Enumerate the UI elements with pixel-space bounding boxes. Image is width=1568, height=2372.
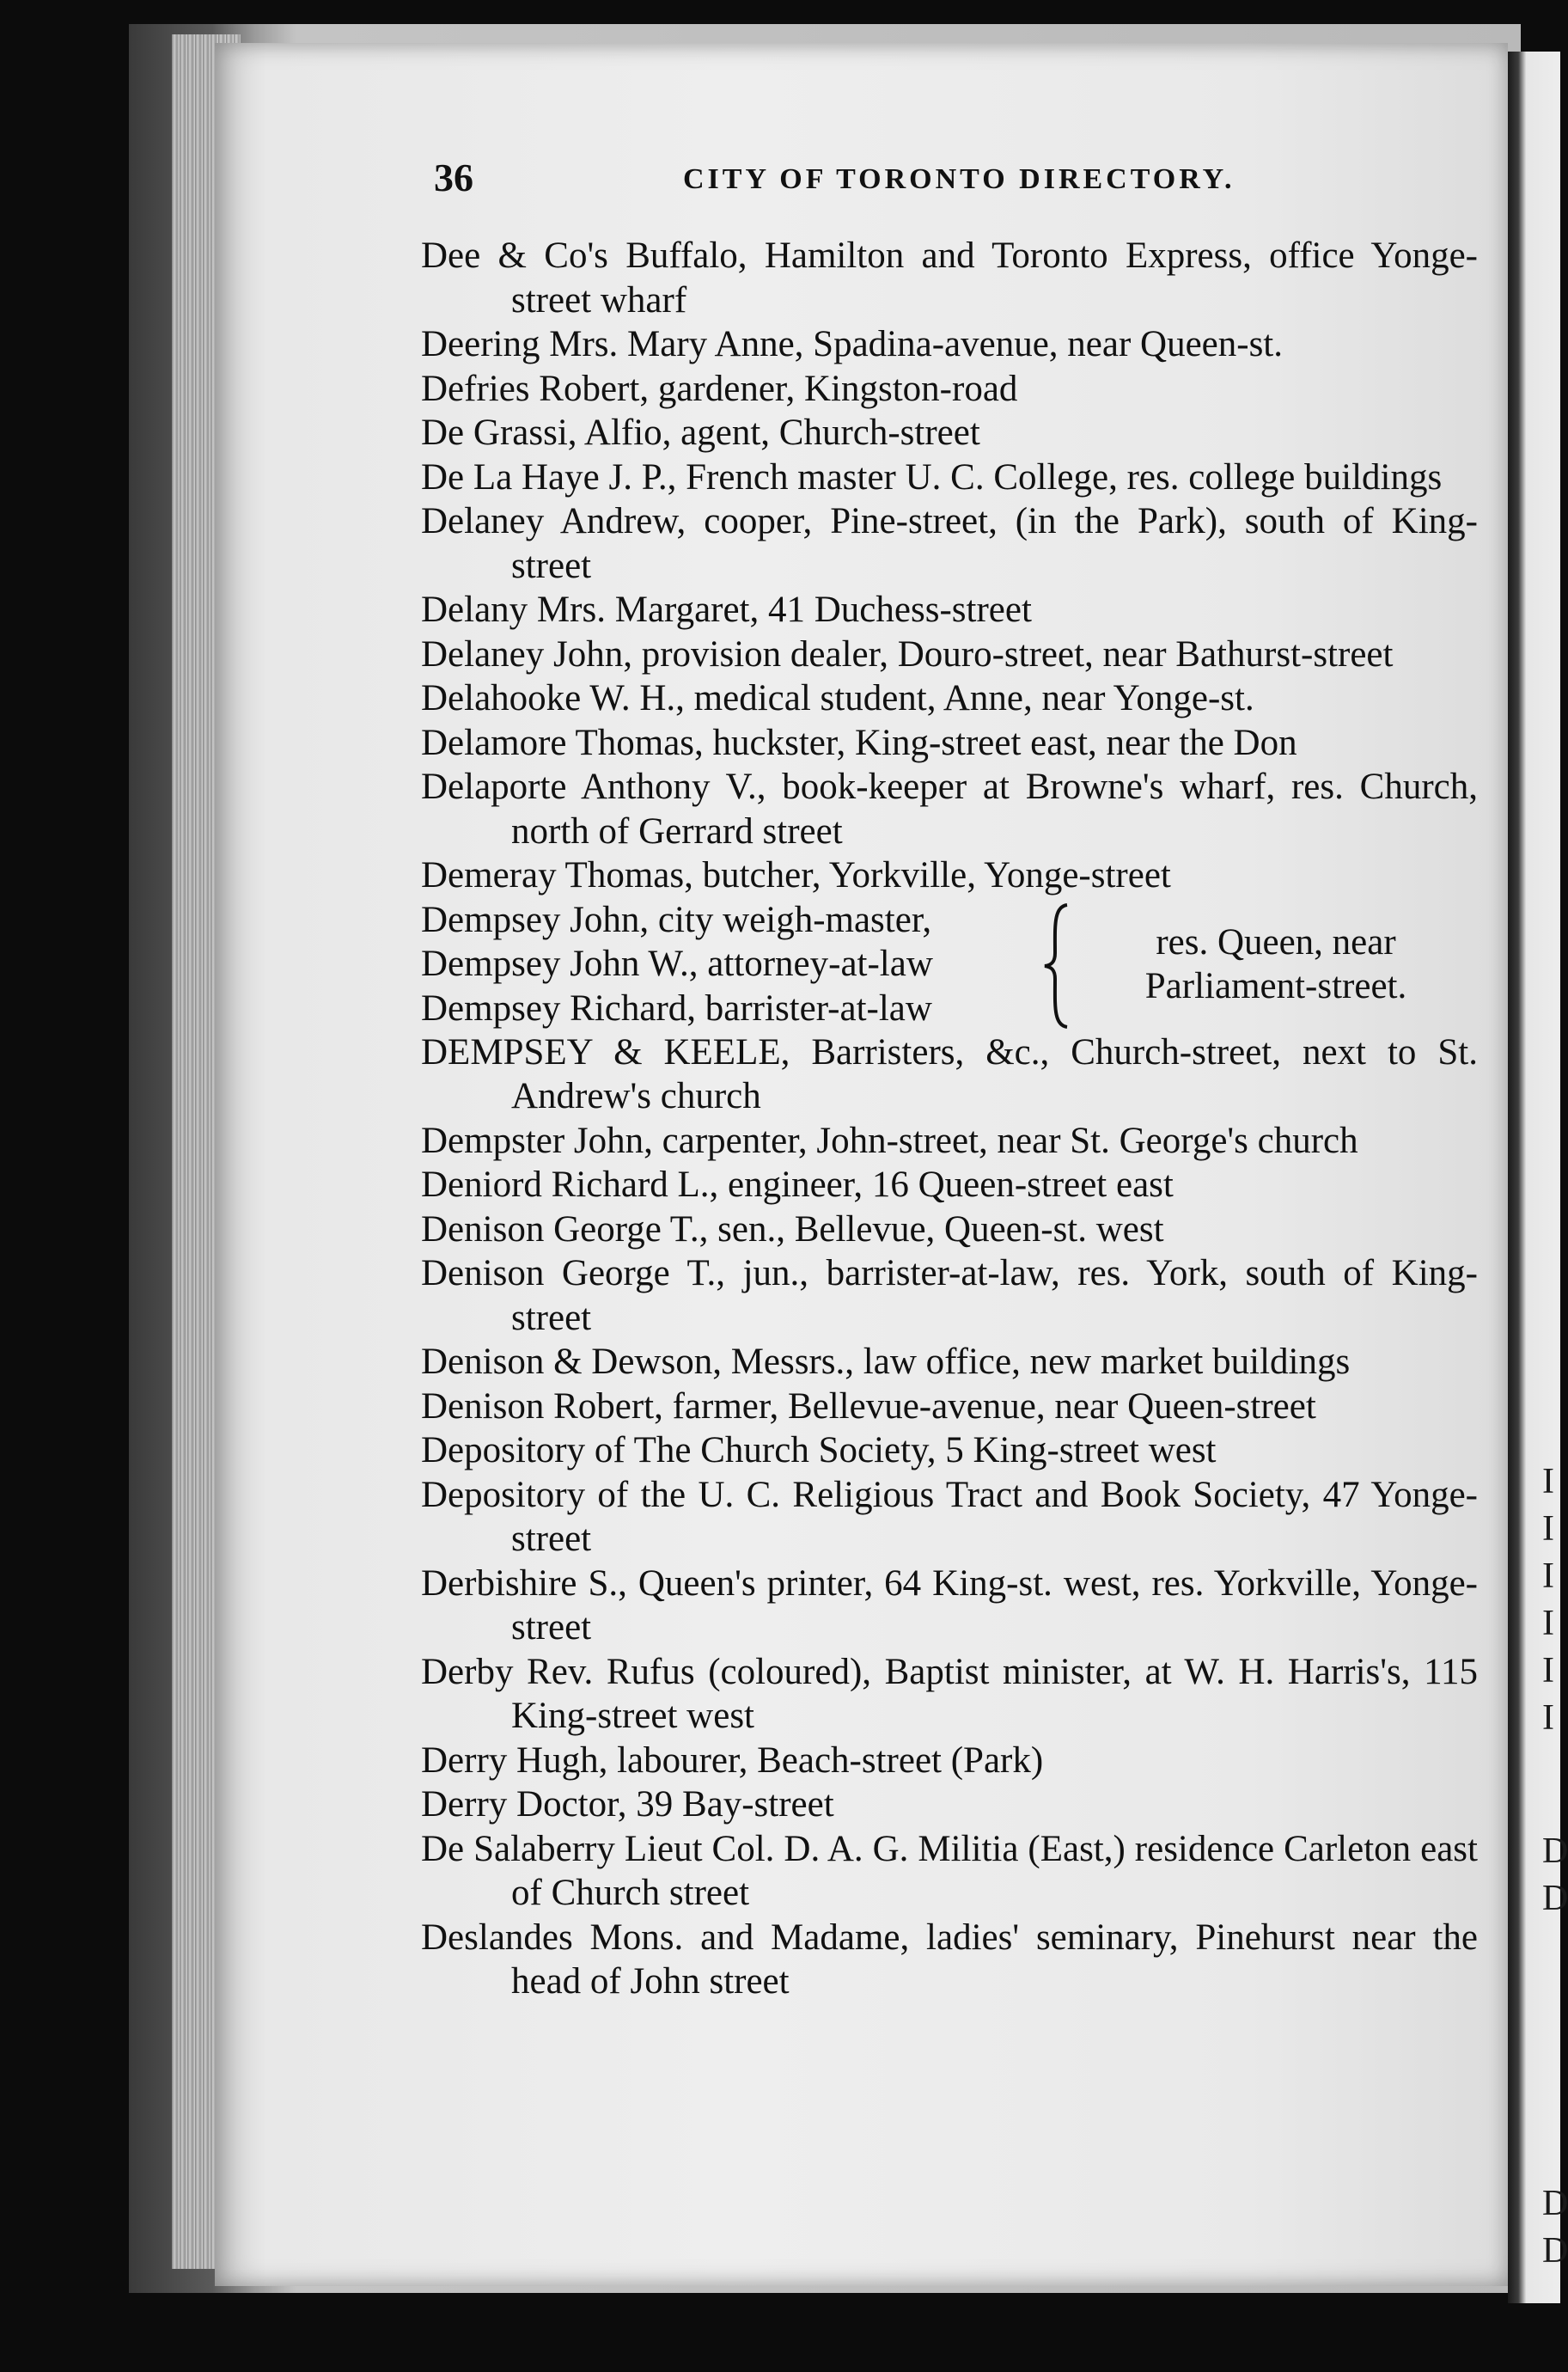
directory-entry: Dempsey Richard, barrister-at-law xyxy=(421,987,932,1029)
directory-entry: De Salaberry Lieut Col. D. A. G. Militia (East,) residence Carleton east of Church street xyxy=(421,1828,1478,1913)
directory-entry: Denison George T., sen., Bellevue, Queen-st. west xyxy=(421,1208,1164,1250)
directory-entry: Dempster John, carpenter, John-street, near St. George's church xyxy=(421,1120,1358,1161)
directory-entry: Derry Hugh, labourer, Beach-street (Park) xyxy=(421,1739,1044,1781)
shared-residence: res. Queen, near Parliament-street. xyxy=(1144,921,1407,1006)
directory-entry: Depository of the U. C. Religious Tract and Book Society, 47 Yonge-street xyxy=(421,1474,1478,1559)
facing-page-letter: D xyxy=(1542,2231,1568,2271)
grouping-brace xyxy=(1041,902,1076,1030)
facing-page-letter: I xyxy=(1542,1556,1554,1596)
directory-entry: Delamore Thomas, huckster, King-street east, near the Don xyxy=(421,722,1297,763)
facing-page-letter: D xyxy=(1542,2184,1568,2223)
directory-entry: Derby Rev. Rufus (coloured), Baptist minister, at W. H. Harris's, 115 King-street west xyxy=(421,1651,1478,1736)
directory-entry: Dempsey John, city weigh-master, xyxy=(421,899,932,940)
directory-entry: Demeray Thomas, butcher, Yorkville, Yonge-street xyxy=(421,855,1171,896)
directory-entry: Derry Doctor, 39 Bay-street xyxy=(421,1784,834,1825)
directory-entry: Dempsey John W., attorney-at-law xyxy=(421,944,933,984)
directory-entry: De Grassi, Alfio, agent, Church-street xyxy=(421,413,980,453)
directory-entry: Delany Mrs. Margaret, 41 Duchess-street xyxy=(421,590,1032,630)
facing-page-letter: I xyxy=(1542,1604,1554,1643)
facing-page-letter: D xyxy=(1542,1831,1568,1871)
page-header xyxy=(434,155,1465,206)
directory-entry: Delahooke W. H., medical student, Anne, near Yonge-st. xyxy=(421,678,1254,718)
directory-entry: Dee & Co's Buffalo, Hamilton and Toronto Express, office Yonge-street wharf xyxy=(421,235,1478,321)
directory-entry: Depository of The Church Society, 5 King-street west xyxy=(421,1430,1217,1470)
page-number: 36 xyxy=(434,156,473,199)
directory-entry: Deslandes Mons. and Madame, ladies' seminary, Pinehurst near the head of John street xyxy=(421,1917,1478,2002)
directory-entry: Delaney John, provision dealer, Douro-street, near Bathurst-street xyxy=(421,633,1394,675)
directory-entry: Delaporte Anthony V., book-keeper at Browne's wharf, res. Church, north of Gerrard street xyxy=(421,767,1478,852)
directory-entry: Deniord Richard L., engineer, 16 Queen-street east xyxy=(421,1165,1174,1205)
facing-page-letter: I xyxy=(1542,1698,1554,1738)
directory-entry: De La Haye J. P., French master U. C. College, res. college buildings xyxy=(421,456,1443,498)
directory-entry: Defries Robert, gardener, Kingston-road xyxy=(421,368,1018,409)
dempsey-names xyxy=(421,898,1040,1031)
directory-entry: Delaney Andrew, cooper, Pine-street, (in the Park), south of King-street xyxy=(421,501,1478,586)
facing-page-letter: I xyxy=(1542,1462,1554,1501)
directory-entry: Denison George T., jun., barrister-at-law, res. York, south of King-street xyxy=(421,1253,1478,1338)
directory-entry: Denison Robert, farmer, Bellevue-avenue, near Queen-street xyxy=(421,1385,1316,1427)
directory-entry: Deering Mrs. Mary Anne, Spadina-avenue, near Queen-st. xyxy=(421,324,1284,364)
facing-page-letter: I xyxy=(1542,1651,1554,1690)
directory-entry: Denison & Dewson, Messrs., law office, new market buildings xyxy=(421,1342,1351,1382)
directory-entry: Derbishire S., Queen's printer, 64 King-st. west, res. Yorkville, Yonge-street xyxy=(421,1562,1478,1648)
directory-entries xyxy=(421,234,1478,2004)
facing-page-letter: D xyxy=(1542,1879,1568,1918)
directory-entry: DEMPSEY & KEELE, Barristers, &c., Church-street, next to St. Andrew's church xyxy=(421,1031,1478,1116)
running-title: CITY OF TORONTO DIRECTORY. xyxy=(683,163,1235,195)
dempsey-entry-group xyxy=(421,898,1478,1030)
facing-page-edge xyxy=(1508,52,1568,2303)
facing-page-letter: I xyxy=(1542,1509,1554,1549)
